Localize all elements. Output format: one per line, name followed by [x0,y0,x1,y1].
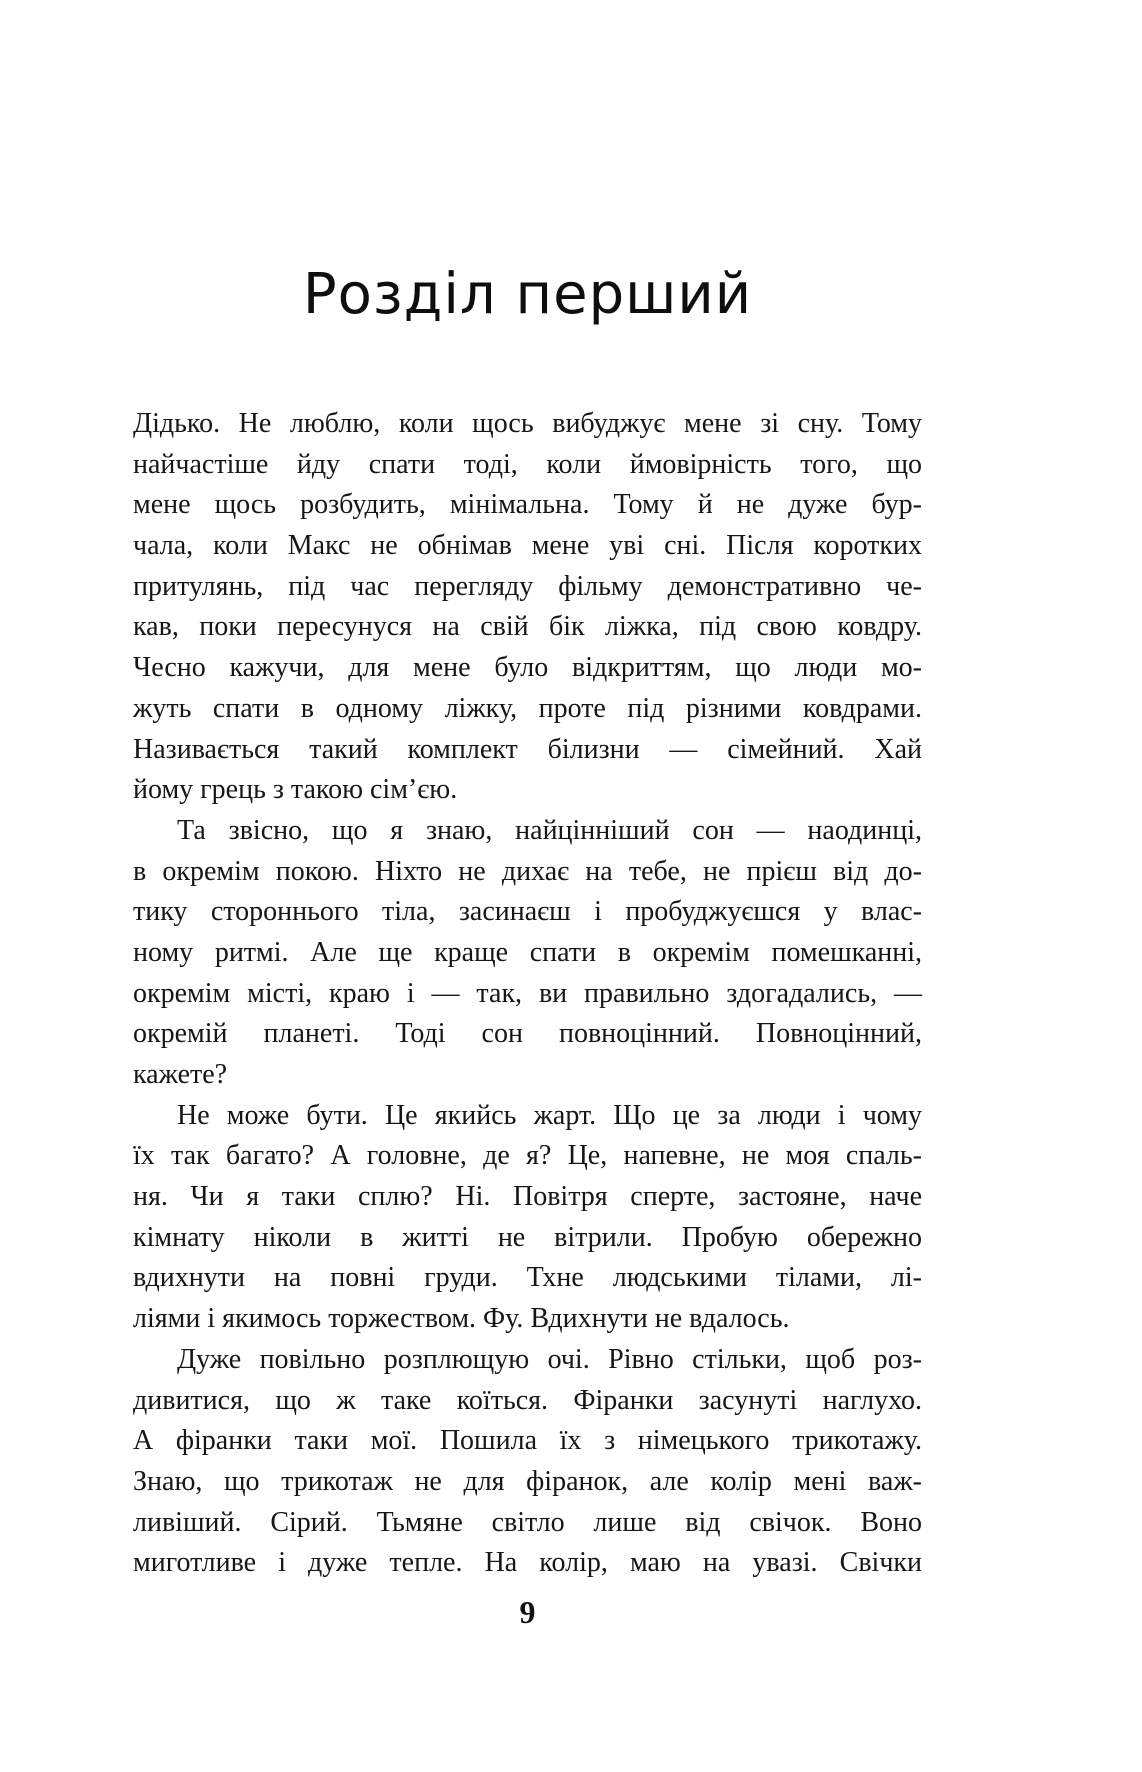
text-line: жуть спати в одному ліжку, проте під різними ковдрами. [133,692,922,724]
text-line: миготливе і дуже тепле. На колір, маю на увазі. Свічки [133,1547,922,1579]
chapter-title: Розділ перший [302,262,753,327]
text-line: йому грець з такою сім’єю. [133,774,458,806]
text-line: чала, коли Макс не обнімав мене уві сні. Після коротких [133,530,922,562]
text-line: кав, поки пересунуся на свій бік ліжка, під свою ковдру. [133,611,922,643]
paragraph [133,811,922,1096]
text-line: дивитися, що ж таке коїться. Фіранки засунуті наглухо. [133,1384,922,1416]
text-line: окремій планеті. Тоді сон повноцінний. Повноцінний, [133,1018,922,1050]
text-line: Знаю, що трикотаж не для фіранок, але колір мені важ- [133,1465,922,1497]
body-text [133,404,922,1584]
paragraph [133,1096,922,1340]
text-line: в окремім покою. Ніхто не дихає на тебе, не прієш від до- [133,855,922,887]
text-line: ному ритмі. Але ще краще спати в окремім помешканні, [133,936,922,968]
text-line: ня. Чи я таки сплю? Ні. Повітря сперте, застояне, наче [133,1181,922,1213]
paragraph [133,1340,922,1584]
paragraph [133,404,922,811]
text-line: вдихнути на повні груди. Тхне людськими тілами, лі- [133,1262,922,1294]
text-line: Чесно кажучи, для мене було відкриттям, що люди мо- [133,652,922,684]
text-line: кажете? [133,1059,228,1090]
text-line: тику стороннього тіла, засинаєш і пробуджуєшся у влас- [133,896,922,928]
text-line: Називається такий комплект білизни — сімейний. Хай [133,733,922,765]
text-line: ліями і якимось торжеством. Фу. Вдихнути не вдалось. [133,1303,790,1335]
text-line: окремім місті, краю і — так, ви правильно здогадались, — [133,977,922,1009]
text-line: Та звісно, що я знаю, найцінніший сон — наодинці, [177,814,922,846]
text-line: ливіший. Сірий. Тьмяне світло лише від свічок. Воно [133,1506,922,1538]
page-number: 9 [519,1594,536,1630]
text-line: Не може бути. Це якийсь жарт. Що це за люди і чому [177,1099,922,1131]
text-line: їх так багато? А головне, де я? Це, напевне, не моя спаль- [133,1140,922,1172]
text-line: мене щось розбудить, мінімальна. Тому й не дуже бур- [133,489,922,521]
text-line: притулянь, під час перегляду фільму демонстративно че- [133,570,922,602]
text-line: Дідько. Не люблю, коли щось вибуджує мене зі сну. Тому [133,408,922,439]
text-line: кімнату ніколи в житті не вітрили. Пробую обережно [133,1221,922,1253]
text-line: Дуже повільно розплющую очі. Рівно стільки, щоб роз- [177,1343,922,1375]
text-line: найчастіше йду спати тоді, коли ймовірність того, що [133,448,922,480]
text-line: А фіранки таки мої. Пошила їх з німецького трикотажу. [133,1425,922,1457]
